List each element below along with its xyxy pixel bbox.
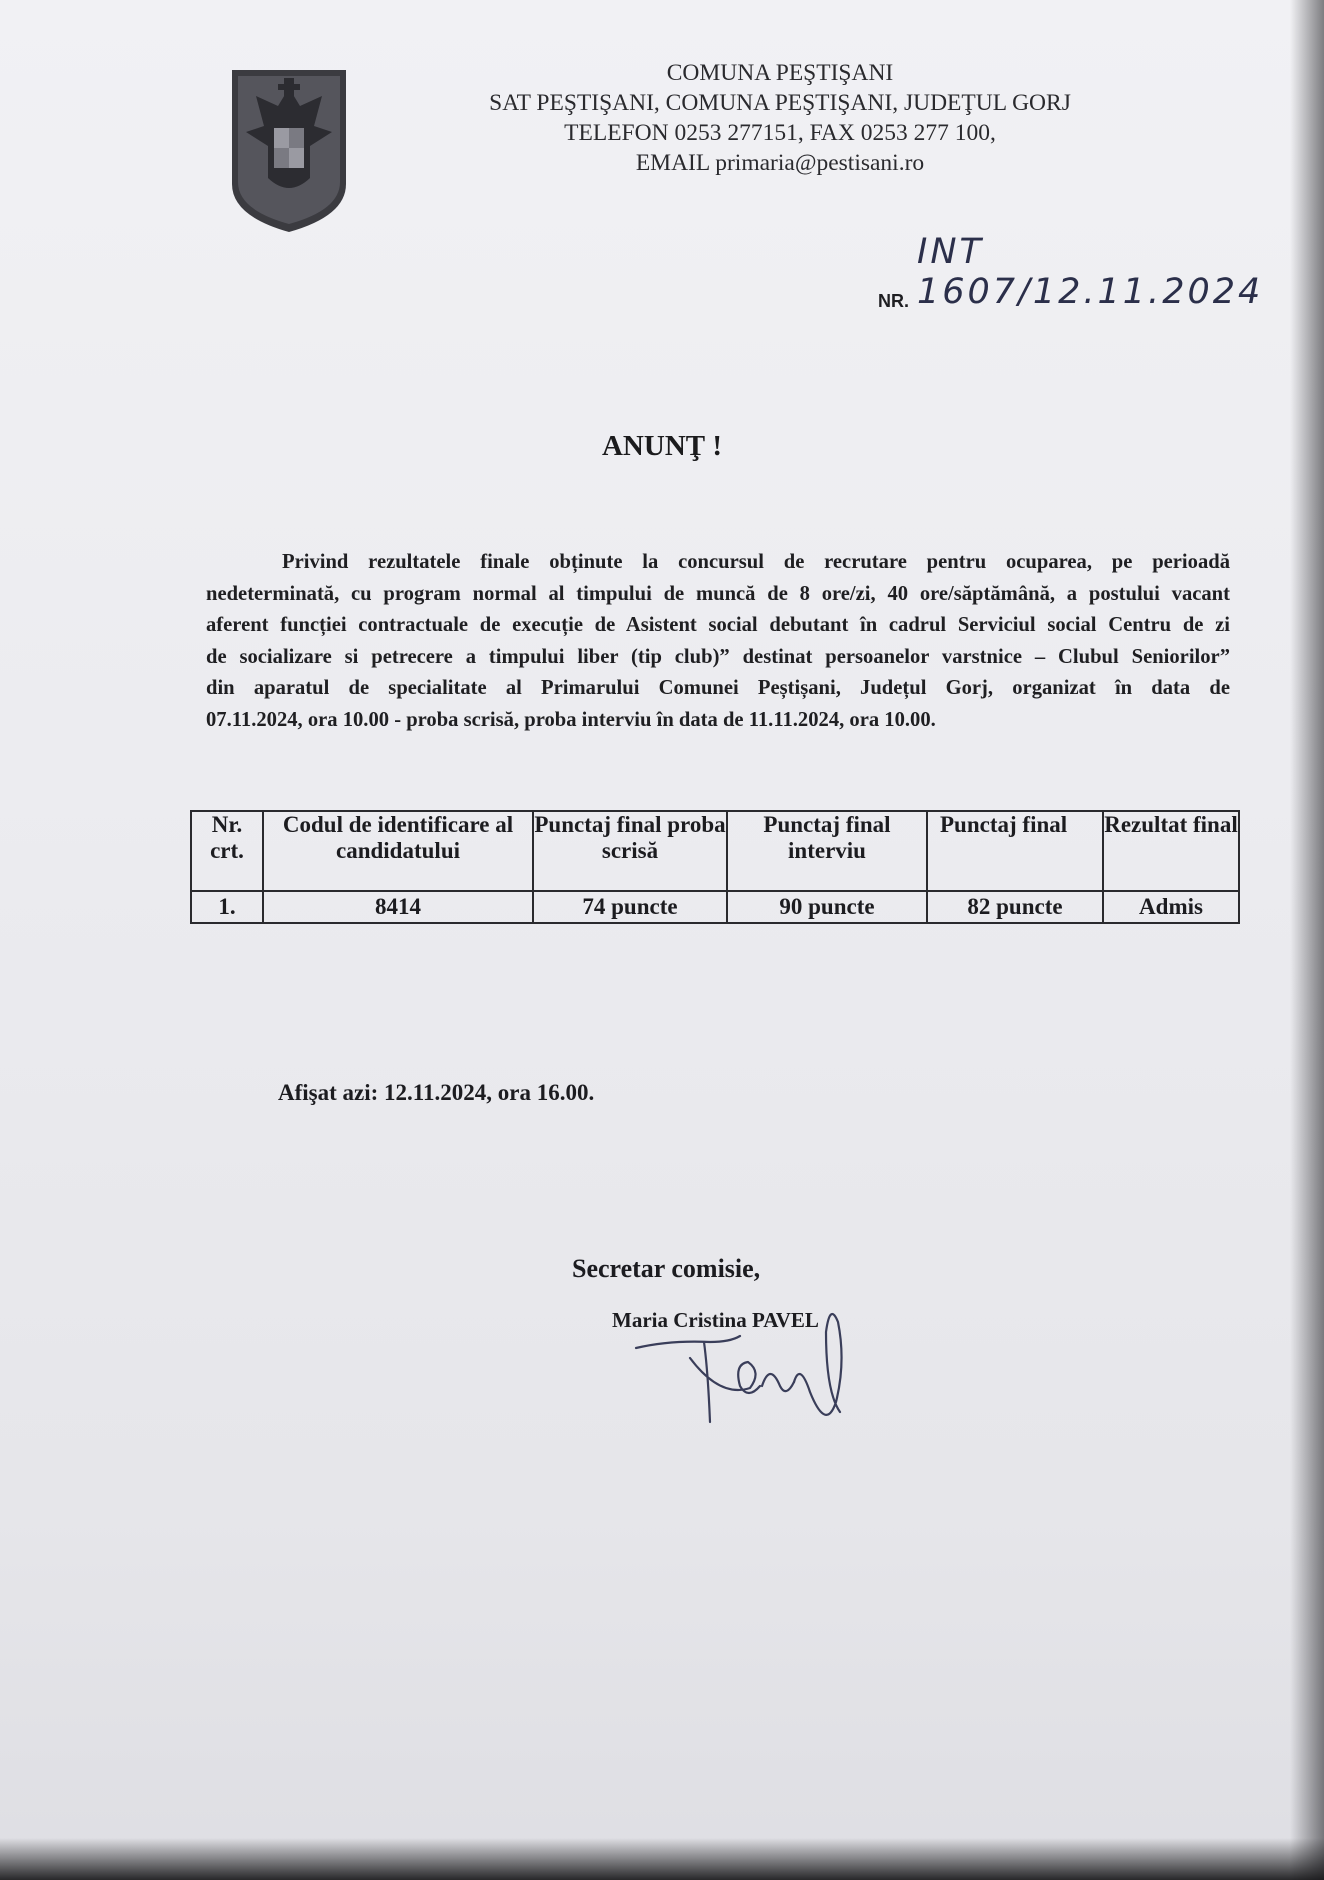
header-line: TELEFON 0253 277151, FAX 0253 277 100,	[564, 120, 996, 146]
body-line: aferent funcției contractuale de execuție de Asistent social debutant în cadrul Serviciul social Centru de zi	[206, 614, 1230, 636]
column-header: Punctaj final interviu	[727, 811, 927, 891]
table-header-row	[191, 811, 1239, 891]
page-edge-shadow	[1290, 0, 1324, 1880]
column-header: Punctaj final	[927, 811, 1103, 891]
table-cell: Admis	[1103, 891, 1239, 923]
body-line: Privind rezultatele finale obținute la concursul de recrutare pentru ocuparea, pe perioadă	[282, 551, 1230, 573]
column-header: Nr. crt.	[191, 811, 263, 891]
header-line: EMAIL primaria@pestisani.ro	[635, 150, 925, 176]
header-line: SAT PEŞTIŞANI, COMUNA PEŞTIŞANI, JUDEŢUL GORJ	[489, 90, 1071, 116]
body-line: nedeterminată, cu program normal al timpului de muncă de 8 ore/zi, 40 ore/săptămână, a postului vacant	[206, 582, 1230, 605]
posted-date: Afişat azi: 12.11.2024, ora 16.00.	[278, 1080, 595, 1105]
column-header: Codul de identificare al candidatului	[263, 811, 533, 891]
table-cell: 74 puncte	[533, 891, 727, 923]
table-cell: 90 puncte	[727, 891, 927, 923]
header-line: COMUNA PEŞTIŞANI	[666, 60, 894, 86]
coat-of-arms-icon	[228, 66, 350, 234]
table-cell: 1.	[191, 891, 263, 923]
body-line: din aparatul de specialitate al Primarului Comunei Peștișani, Județul Gorj, organizat în data de	[206, 677, 1230, 699]
body-line: de socializare si petrecere a timpului liber (tip club)” destinat persoanelor varstnice – Clubul Seniorilor”	[206, 645, 1230, 668]
registration-handwritten: INT 1607/12.11.2024	[917, 232, 1264, 312]
results-table	[190, 810, 1240, 924]
registration-number	[878, 232, 1324, 312]
column-header: Punctaj final proba scrisă	[533, 811, 727, 891]
page-bottom-shadow	[0, 1838, 1324, 1880]
registration-label: NR.	[878, 291, 909, 311]
table-cell: 8414	[263, 891, 533, 923]
institution-header	[430, 58, 1130, 178]
handwritten-signature	[630, 1302, 870, 1452]
secretary-title: Secretar comisie,	[572, 1254, 761, 1283]
secretary-name: Maria Cristina PAVEL	[612, 1308, 819, 1332]
body-line: 07.11.2024, ora 10.00 - proba scrisă, proba interviu în data de 11.11.2024, ora 10.00.	[206, 708, 936, 731]
column-header: Rezultat final	[1103, 811, 1239, 891]
table-row	[191, 891, 1239, 923]
page-title: ANUNŢ !	[601, 430, 723, 462]
table-cell: 82 puncte	[927, 891, 1103, 923]
announcement-body	[206, 547, 1230, 736]
